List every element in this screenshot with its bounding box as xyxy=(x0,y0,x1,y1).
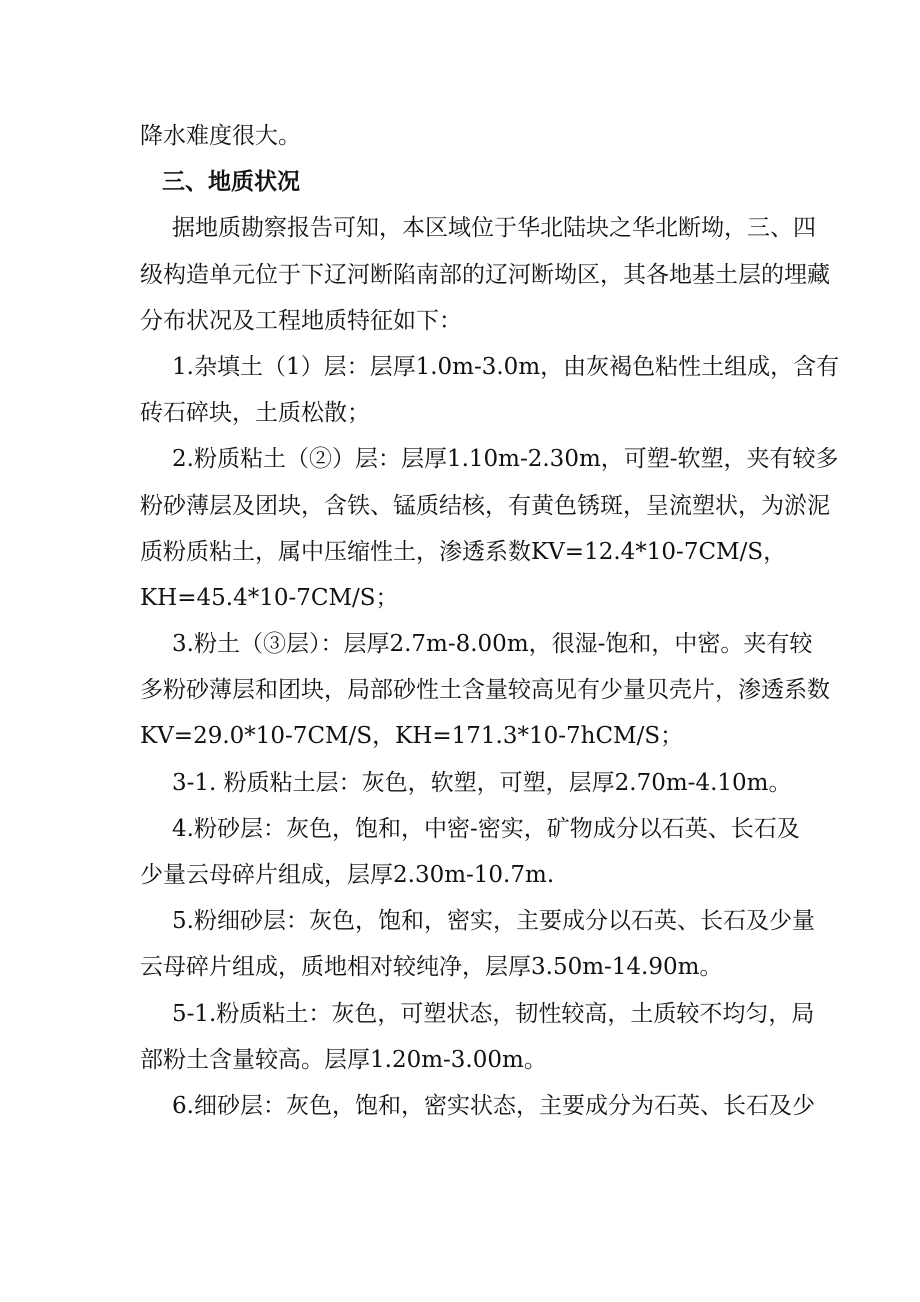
text-line: 少量云母碎片组成，层厚2.30m-10.7m. xyxy=(140,862,555,888)
text-line: 降水难度很大。 xyxy=(140,123,301,149)
text-line: 粉砂薄层及团块，含铁、锰质结核，有黄色锈斑，呈流塑状，为淤泥 xyxy=(140,492,830,519)
text-line: 3-1. 粉质粘土层：灰色，软塑，可塑，层厚2.70m-4.10m。 xyxy=(172,769,792,796)
text-line: 分布状况及工程地质特征如下： xyxy=(140,307,462,334)
text-line: 4.粉砂层：灰色，饱和，中密-密实，矿物成分以石英、长石及 xyxy=(172,815,800,842)
text-line: KH=45.4*10-7CM/S； xyxy=(140,584,399,611)
text-line: 部粉土含量较高。层厚1.20m-3.00m。 xyxy=(140,1046,547,1073)
document-body xyxy=(140,113,840,1129)
text-line: 3.粉土（③层）：层厚2.7m-8.00m，很湿-饱和，中密。夹有较 xyxy=(172,631,813,658)
text-line: 5-1.粉质粘土：灰色，可塑状态，韧性较高，土质较不均匀，局 xyxy=(172,1000,815,1027)
text-line: 多粉砂薄层和团块，局部砂性土含量较高见有少量贝壳片，渗透系数 xyxy=(140,677,830,704)
section-heading: 三、地质状况 xyxy=(162,169,300,196)
text-line: 2.粉质粘土（②）层：层厚1.10m-2.30m，可塑-软塑，夹有较多 xyxy=(172,446,839,473)
text-line: 云母碎片组成，质地相对较纯净，层厚3.50m-14.90m。 xyxy=(140,954,723,981)
text-line: 5.粉细砂层：灰色，饱和，密实，主要成分以石英、长石及少量 xyxy=(172,908,815,935)
text-line: KV=29.0*10-7CM/S，KH=171.3*10-7hCM/S； xyxy=(140,723,684,750)
text-line: 级构造单元位于下辽河断陷南部的辽河断坳区，其各地基土层的埋藏 xyxy=(140,261,830,288)
text-line: 据地质勘察报告可知，本区域位于华北陆块之华北断坳，三、四 xyxy=(172,215,816,242)
text-line: 质粉质粘土，属中压缩性土，渗透系数KV=12.4*10-7CM/S， xyxy=(140,538,787,565)
text-line: 1.杂填土（1）层：层厚1.0m-3.0m，由灰褐色粘性土组成，含有 xyxy=(172,353,840,380)
text-line: 6.细砂层：灰色，饱和，密实状态，主要成分为石英、长石及少 xyxy=(172,1092,815,1119)
text-line: 砖石碎块，土质松散； xyxy=(140,400,370,427)
